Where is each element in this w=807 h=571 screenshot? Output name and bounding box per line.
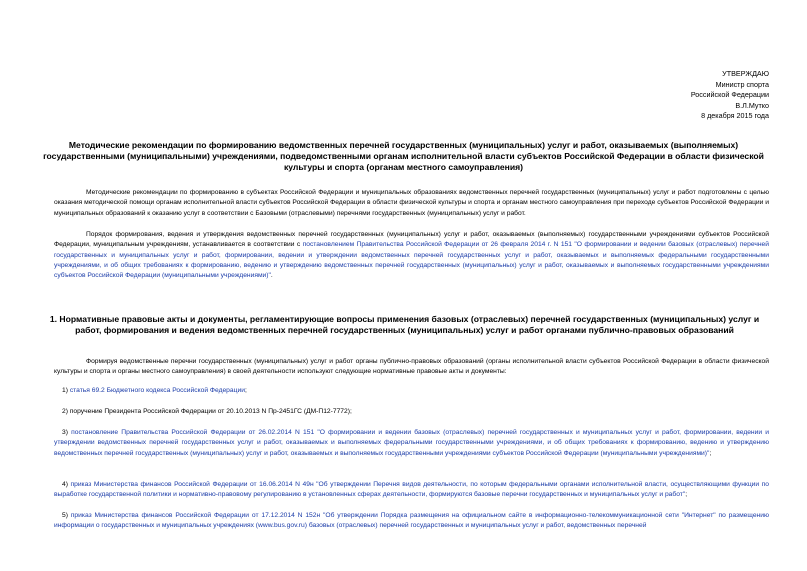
list-item-number: 3) (62, 429, 72, 436)
approval-position: Министр спорта (715, 79, 769, 89)
list-item (54, 428, 769, 459)
list-item-end: ; (709, 449, 712, 457)
approval-country: Российской Федерации (690, 90, 769, 100)
list-item-number: 4) (62, 481, 71, 488)
list-item-end: ; (244, 387, 247, 394)
list-item-number: 5) (62, 512, 71, 519)
order-152n-link[interactable]: приказ Министерства финансов Российской Федерации от 17.12.2014 N 152н "Об утверждении Порядка размещения на официальном сайте в информационно-телекоммуникационной сети "Интернет" по размещению информации о государственных и муниципальных учреждениях (www.bus.gov.ru) базовых (отраслевых) перечней государственных и муниципальных услуг и работ, ведомственных перечней (54, 512, 769, 530)
list-item: 2) поручение Президента Российской Федерации от 20.10.2013 N Пр-2451ГС (ДМ-П12-7772); (62, 408, 352, 415)
document-title: Методические рекомендации по формированию ведомственных перечней государственных (муниципальных) услуг и работ, оказываемых (выполняемых) государственными (муниципальными) учреждениями, подведомственными органам исполнительной власти субъектов Российской Федерации в области физической культуры и спорта (органам местного самоуправления) (43, 140, 764, 173)
list-item-end: ; (685, 491, 688, 499)
resolution-151-link[interactable]: постановлением Правительства Российской Федерации от 26 февраля 2014 г. N 151 "О формировании и ведении базовых (отраслевых) перечней государственных и муниципальных услуг и работ, формировании, ведении и утверждении ведомственных перечней государственных услуг и работ, оказываемых и выполняемых федеральными государственными учреждениями, и об общих требованиях к формированию, ведению и утверждению ведомственных перечней государственных (муниципальных) услуг и работ, оказываемых и выполняемых государственными учреждениями субъектов Российской Федерации (муниципальными учреждениями)" (54, 241, 769, 280)
intro-paragraph-2-text: Порядок формирования, ведения и утверждения ведомственных перечней государственных (муниципальных) услуг и работ, оказываемых (выполняемых) государственными учреждениями субъектов Российской Федерации, муниципальным учреждениям, устанавливается в соответствии с (54, 231, 769, 249)
list-item-number: 1) (62, 387, 70, 394)
intro-paragraph-2-end: . (270, 272, 273, 280)
approval-heading: УТВЕРЖДАЮ (722, 69, 769, 78)
section-1-lead: Формируя ведомственные перечни государственных (муниципальных) услуг и работ органы публично-правовых образований (органы исполнительной власти субъектов Российской Федерации в области физической культуры и спорта и органы местного самоуправления) в своей деятельности используют следующие нормативные правовые акты и документы: (54, 358, 769, 376)
section-1-title: 1. Нормативные правовые акты и документы, регламентирующие вопросы применения базовых (отраслевых) перечней государственных (муниципальных) услуг и работ, формирования и ведения ведомственных перечней государственных (муниципальных) услуг и работ органами публично-правовых образований (49, 314, 760, 336)
list-item (54, 511, 769, 532)
approval-signatory: В.Л.Мутко (735, 100, 769, 110)
intro-paragraph-1: Методические рекомендации по формированию в субъектах Российской Федерации и муниципальных образованиях ведомственных перечней государственных (муниципальных) услуг и работ подготовлены с целью оказания методической помощи органам исполнительной власти субъектов Российской Федерации в области физической культуры и спорта и органам местного самоуправления при переходе субъектов Российской Федерации и муниципальных образований к оказанию услуг в соответствии с Базовыми (отраслевыми) перечнями государственных (муниципальных) услуг и работ. (54, 189, 769, 217)
order-49n-link[interactable]: приказ Министерства финансов Российской Федерации от 16.06.2014 N 49н "Об утверждении Перечня видов деятельности, по которым федеральными органами исполнительной власти, осуществляющими функции по выработке государственной политики и нормативно-правовому регулированию в установленных сферах деятельности, формируются базовые перечни государственных и муниципальных услуг и работ" (54, 481, 769, 499)
approval-date: 8 декабря 2015 года (701, 111, 769, 121)
approval-block (691, 69, 769, 122)
resolution-151-item-link[interactable]: постановление Правительства Российской Федерации от 26.02.2014 N 151 "О формировании и ведении базовых (отраслевых) перечней государственных и муниципальных услуг и работ, формировании, ведении и утверждении ведомственных перечней государственных услуг и работ, оказываемых и выполняемых федеральными государственными учреждениями, и об общих требованиях к формированию, ведению и утверждению ведомственных перечней государственных (муниципальных) услуг и работ, оказываемых и выполняемых государственными учреждениями субъектов Российской Федерации (муниципальными учреждениями)" (54, 429, 769, 457)
budget-code-link[interactable]: статья 69.2 Бюджетного кодекса Российской Федерации (69, 387, 245, 394)
intro-paragraph-2 (54, 230, 769, 281)
list-item (54, 480, 769, 501)
list-item (54, 386, 769, 396)
